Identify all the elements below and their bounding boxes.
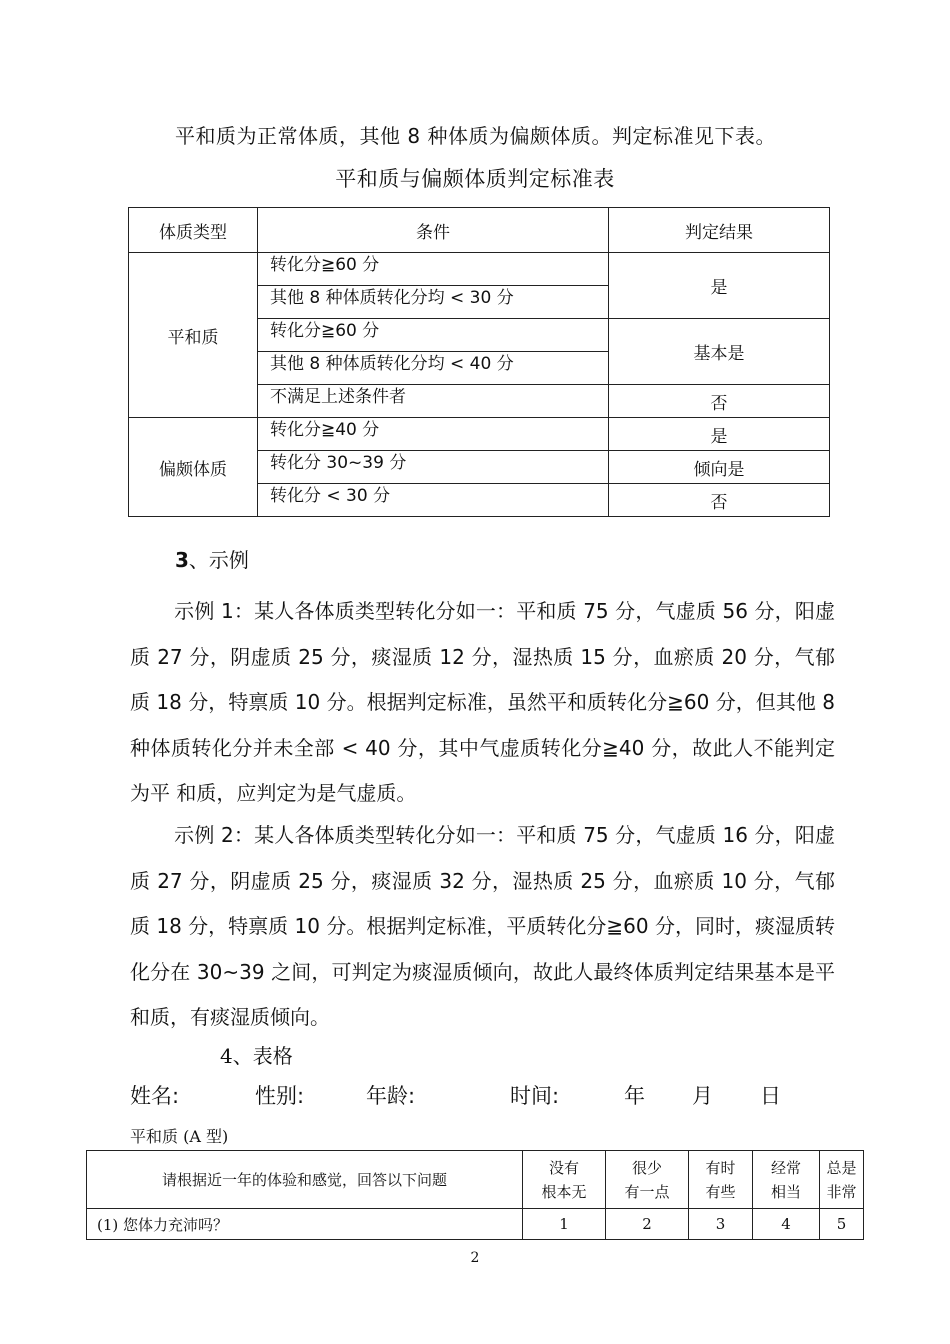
time-label: 时间: [510,1084,560,1108]
header-type: 体质类型 [129,208,258,253]
section-label: 、示例 [188,548,249,572]
option-header [606,1151,689,1209]
table-row [129,418,830,451]
option-header [820,1151,864,1209]
page-number: 2 [470,1250,480,1266]
option-header [523,1151,606,1209]
month-label: 月 [692,1084,713,1108]
section-heading-3 [175,544,249,573]
condition-cell: 转化分≧60 分 [258,253,609,286]
questionnaire-table [86,1150,864,1240]
example-2-text: 示例 2：某人各体质类型转化分如一：平和质 75 分，气虚质 16 分，阳虚质 27 分，阴虚质 25 分，痰湿质 32 分，湿热质 25 分，血瘀质 10 分，气郁质 18 分，特禀质 10 分。根据判定标准，平质转化分≧60 分，同时，痰湿质转化分在 30~39 之间，可判定为痰湿质倾向，故此人最终体质判定结果基本是平和质，有痰湿质倾向。 [130,823,835,1029]
option-line1: 有时 [705,1158,736,1177]
section-number: 3 [175,548,189,572]
condition-cell: 不满足上述条件者 [258,385,609,418]
intro-text: 平和质为正常体质，其他 8 种体质为偏颇体质。判定标准见下表。 [175,124,776,148]
day-label: 日 [760,1084,781,1108]
score-cell[interactable]: 1 [523,1209,606,1240]
condition-cell: 转化分≧40 分 [258,418,609,451]
result-cell: 是 [609,418,830,451]
condition-cell: 转化分 30~39 分 [258,451,609,484]
questionnaire-subtitle: 平和质 (A 型) [130,1127,229,1146]
example-1-paragraph [130,589,835,817]
option-line2: 有一点 [624,1182,670,1201]
option-line1: 经常 [770,1158,801,1177]
question-text: (1) 您体力充沛吗？ [87,1209,523,1240]
result-cell: 倾向是 [609,451,830,484]
section-heading-4: 4、表格 [220,1044,293,1068]
score-cell[interactable]: 2 [606,1209,689,1240]
option-line2: 有些 [705,1182,736,1201]
option-line1: 总是 [826,1158,857,1177]
option-header [753,1151,820,1209]
result-cell: 是 [609,253,830,319]
condition-cell: 其他 8 种体质转化分均 < 30 分 [258,286,609,319]
question-prompt: 请根据近一年的体验和感觉，回答以下问题 [87,1151,523,1209]
name-label: 姓名: [130,1084,180,1108]
header-condition: 条件 [258,208,609,253]
score-cell[interactable]: 5 [820,1209,864,1240]
option-header [689,1151,753,1209]
table-title: 平和质与偏颇体质判定标准表 [335,167,615,191]
option-line2: 根本无 [541,1182,587,1201]
type-cell: 平和质 [129,253,258,418]
table-header-row [129,208,830,253]
year-label: 年 [624,1084,645,1108]
result-cell: 否 [609,385,830,418]
condition-cell: 其他 8 种体质转化分均 < 40 分 [258,352,609,385]
example-1-text: 示例 1：某人各体质类型转化分如一：平和质 75 分，气虚质 56 分，阳虚质 27 分，阴虚质 25 分，痰湿质 12 分，湿热质 15 分，血瘀质 20 分，气郁质 18 分，特禀质 10 分。根据判定标准，虽然平和质转化分≧60 分，但其他 8 种体质转化分并未全部 < 40 分，其中气虚质转化分≧40 分，故此人不能判定为平 和质，应判定为是气虚质。 [130,599,835,805]
questionnaire-header-row [87,1151,864,1209]
table-row [129,253,830,286]
question-row [87,1209,864,1240]
option-line1: 没有 [548,1158,579,1177]
result-cell: 基本是 [609,319,830,385]
condition-cell: 转化分≧60 分 [258,319,609,352]
age-label: 年龄: [366,1084,416,1108]
condition-cell: 转化分 < 30 分 [258,484,609,517]
example-2-paragraph [130,813,835,1041]
gender-label: 性别: [255,1084,305,1108]
score-cell[interactable]: 4 [753,1209,820,1240]
result-cell: 否 [609,484,830,517]
option-line2: 相当 [770,1182,801,1201]
criteria-table [128,207,830,517]
type-cell: 偏颇体质 [129,418,258,517]
score-cell[interactable]: 3 [689,1209,753,1240]
option-line2: 非常 [826,1182,857,1201]
header-result: 判定结果 [609,208,830,253]
option-line1: 很少 [631,1158,662,1177]
